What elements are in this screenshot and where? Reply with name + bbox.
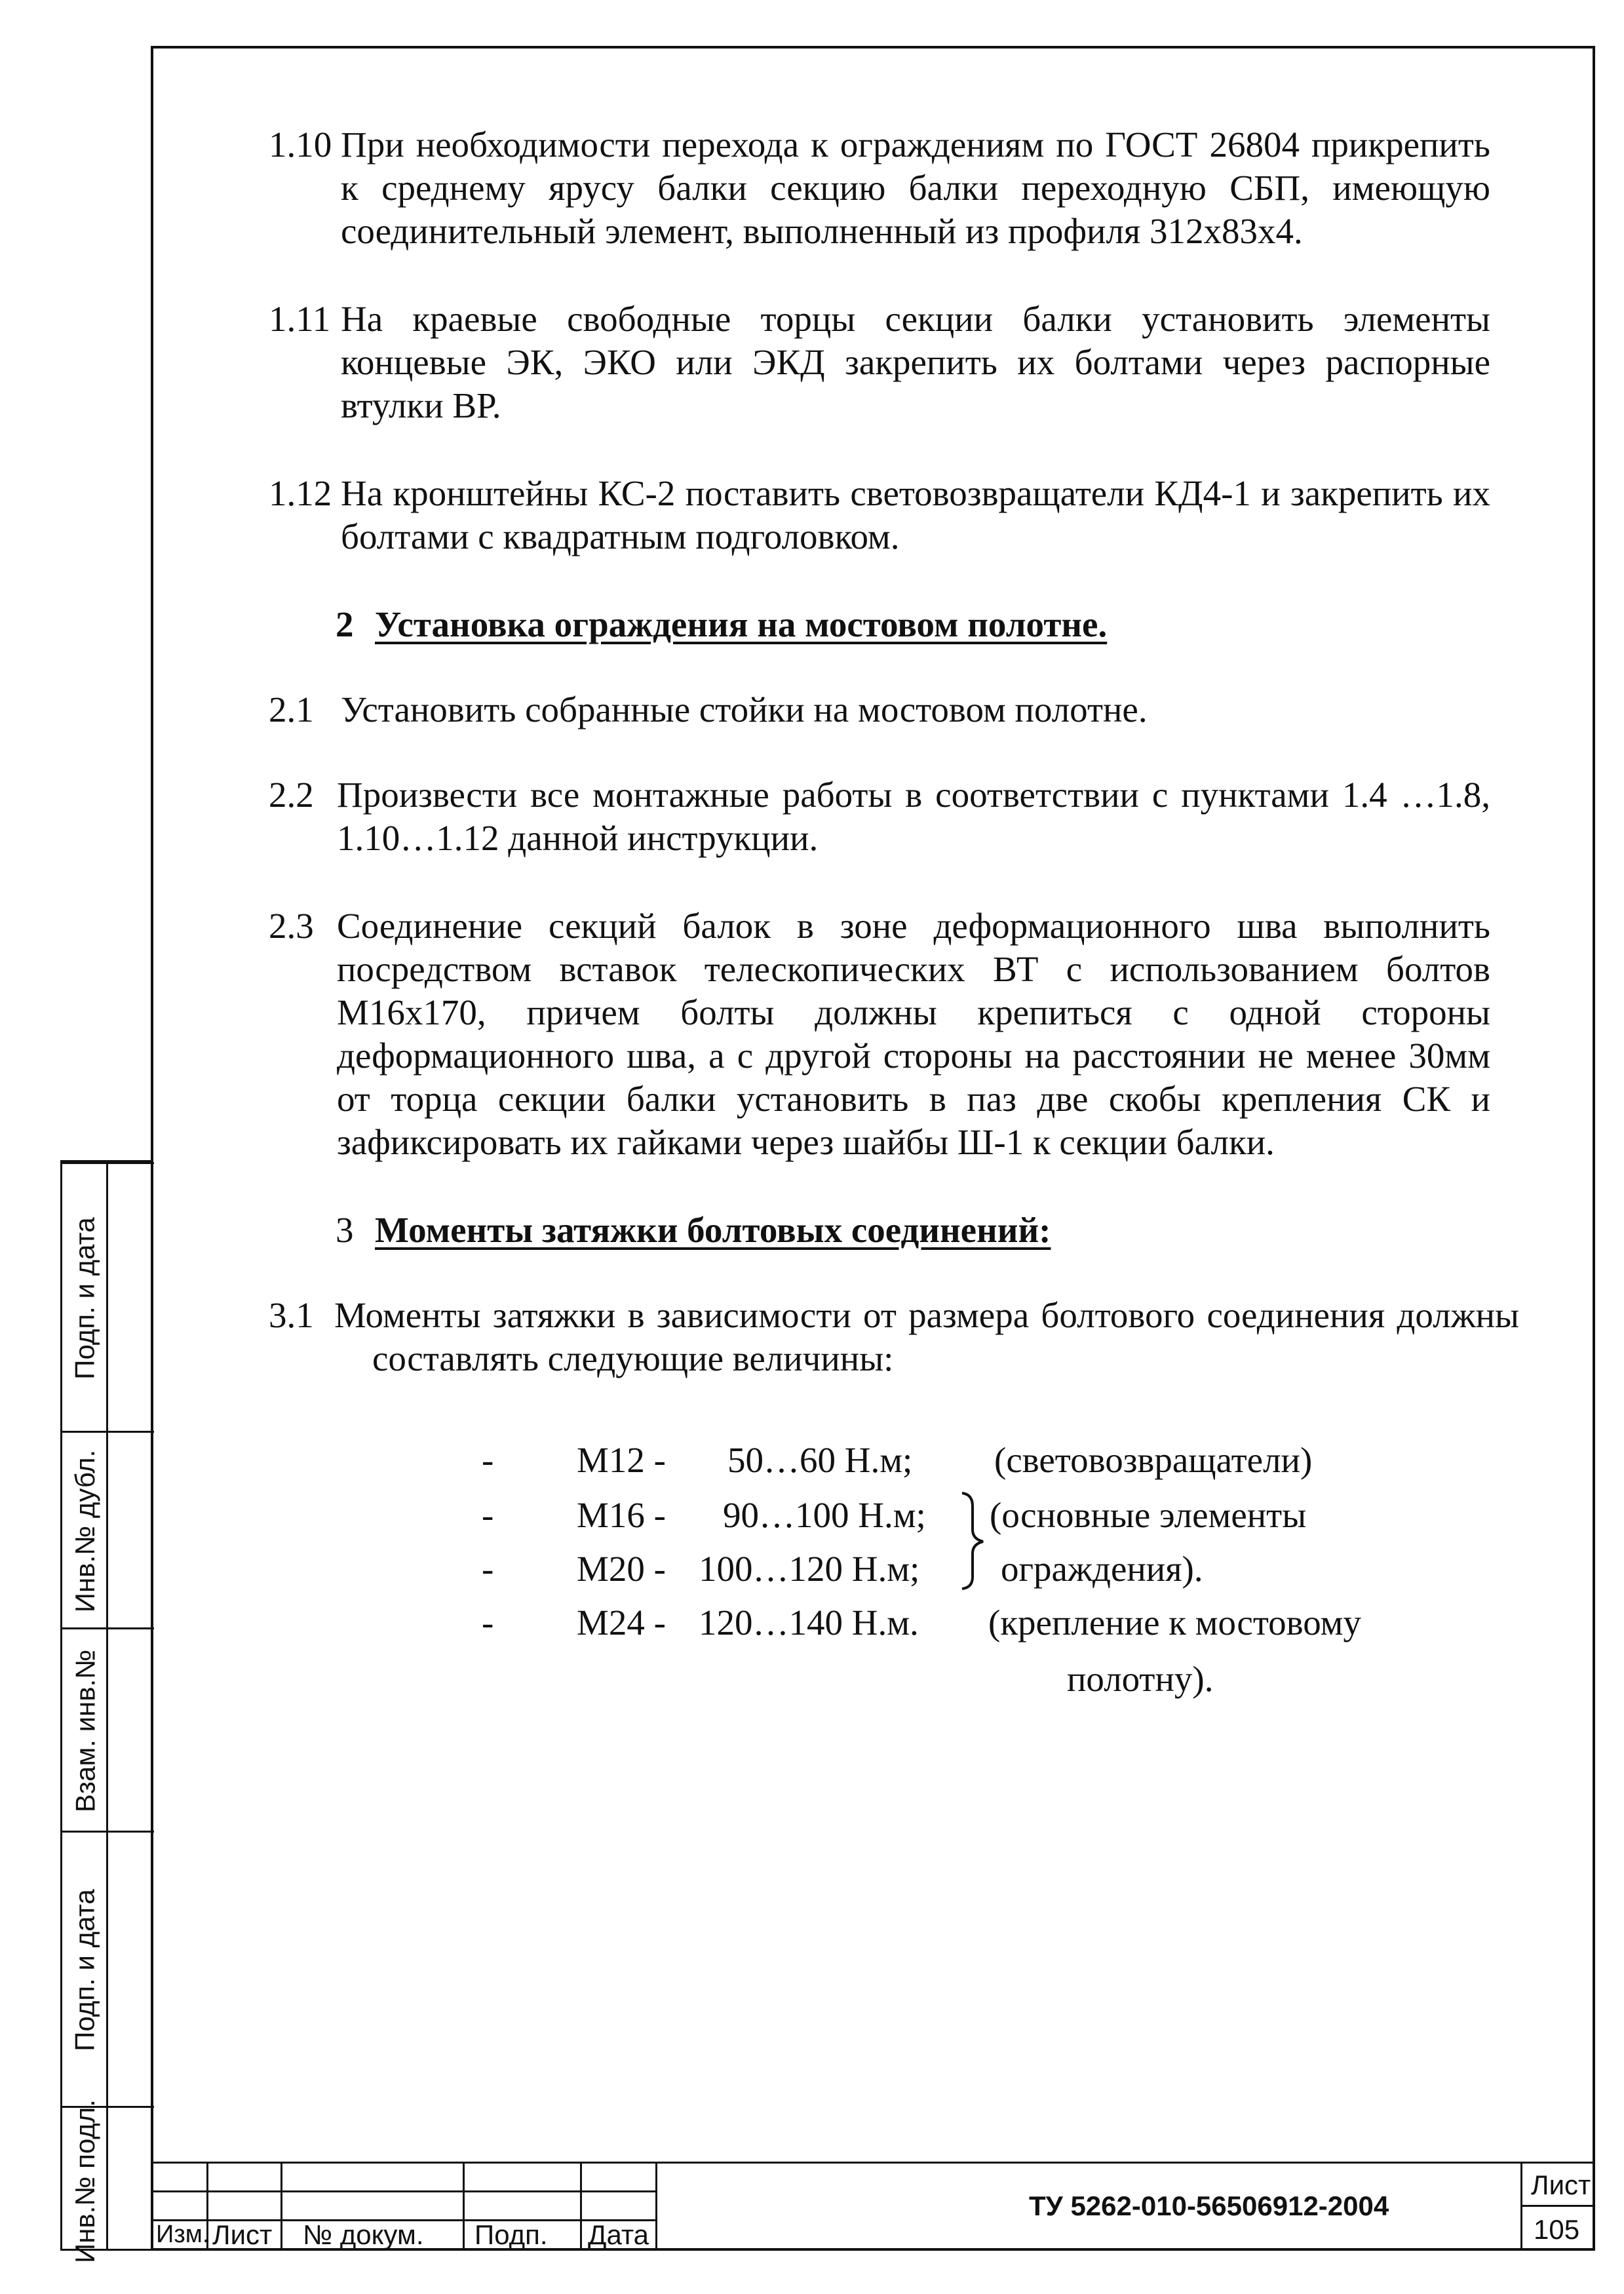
section-number: 3 xyxy=(336,1210,354,1250)
side-stamp-cell xyxy=(62,1431,154,1627)
side-stamp-label: Инв.№ подл. xyxy=(69,2099,101,2263)
torque-value: 100…120 Н.м; xyxy=(699,1549,920,1589)
side-stamp xyxy=(60,1160,152,2263)
paragraph-text: Соединение секций балок в зоне деформационного шва выполнить посредством вставок телескопических ВТ с использованием болтов М16х170, причем болты должны крепиться с одной стороны деформационного шва, а с другой стороны на расстоянии не менее 30мм от торца секции балки установить в паз две скобы крепления СК и зафиксировать их гайками через шайбы Ш-1 к секции балки. xyxy=(337,906,1490,1162)
torque-note-continuation xyxy=(0,1658,1624,1701)
divider xyxy=(280,2162,282,2251)
section-title: Моменты затяжки болтовых соединений: xyxy=(375,1210,1051,1250)
side-stamp-cell xyxy=(62,1831,154,2106)
paragraph-number: 2.3 xyxy=(269,906,314,946)
curly-brace-icon xyxy=(958,1489,988,1593)
paragraph-number: 2.2 xyxy=(269,775,314,815)
list-dash: - xyxy=(482,1603,494,1643)
torque-note: (крепление к мостовому xyxy=(988,1603,1361,1643)
paragraph-text: Произвести все монтажные работы в соответствии с пунктами 1.4 …1.8, 1.10…1.12 данной инструкции. xyxy=(337,775,1490,858)
torque-row xyxy=(0,1602,1624,1645)
bolt-size: М24 - xyxy=(577,1603,666,1643)
sheet-number: 105 xyxy=(1534,2214,1580,2245)
side-stamp-label: Подп. и дата xyxy=(69,1217,100,1380)
divider xyxy=(151,2162,1595,2164)
side-stamp-cell xyxy=(62,1627,154,1831)
paragraph-number: 1.11 xyxy=(269,299,331,339)
column-label-list: Лист xyxy=(212,2219,273,2250)
column-label-podp: Подп. xyxy=(474,2219,548,2250)
torque-note: полотну). xyxy=(1067,1659,1214,1699)
torque-row xyxy=(0,1494,1624,1538)
title-block xyxy=(151,2162,1595,2251)
divider xyxy=(580,2162,582,2251)
list-dash: - xyxy=(482,1549,494,1589)
side-stamp-cell xyxy=(62,1162,154,1431)
torque-row xyxy=(0,1548,1624,1591)
bolt-size: М16 - xyxy=(577,1495,666,1535)
side-stamp-label: Подп. и дата xyxy=(69,1889,100,2051)
paragraph-text: При необходимости перехода к ограждениям по ГОСТ 26804 прикрепить к среднему ярусу балки секцию балки переходную СБП, имеющую соединительный элемент, выполненный из профиля 312х83х4. xyxy=(341,125,1490,251)
side-stamp-label: Взам. инв.№ xyxy=(69,1649,101,1813)
paragraph-text: Установить собранные стойки на мостовом полотне. xyxy=(341,690,1148,729)
paragraph-text: Моменты затяжки в зависимости от размера болтового соединения должны составлять следующие величины: xyxy=(334,1295,1519,1378)
column-label-data: Дата xyxy=(588,2219,649,2250)
torque-note: (основные элементы xyxy=(990,1495,1307,1535)
paragraph-text: На кронштейны КС-2 поставить световозвращатели КД4-1 и закрепить их болтами с квадратным подголовком. xyxy=(341,473,1490,556)
paragraph-number: 1.12 xyxy=(269,473,332,513)
document-code: ТУ 5262-010-56506912-2004 xyxy=(1029,2190,1389,2221)
column-label-doc: № докум. xyxy=(303,2219,424,2250)
section-number: 2 xyxy=(336,604,354,644)
list-dash: - xyxy=(482,1440,494,1480)
side-stamp-label: Инв.№ дубл. xyxy=(69,1449,101,1613)
torque-value: 90…100 Н.м; xyxy=(723,1495,926,1535)
divider xyxy=(463,2162,465,2251)
divider xyxy=(1520,2205,1595,2207)
section-title: Установка ограждения на мостовом полотне. xyxy=(375,604,1108,644)
torque-note: (световозвращатели) xyxy=(994,1440,1313,1480)
column-label-izm: Изм. xyxy=(156,2221,210,2248)
side-stamp-cell xyxy=(62,2099,154,2263)
paragraph-number: 1.10 xyxy=(269,125,332,165)
paragraph-number: 3.1 xyxy=(269,1295,314,1335)
bolt-size: М12 - xyxy=(577,1440,666,1480)
bolt-size: М20 - xyxy=(577,1549,666,1589)
divider xyxy=(655,2162,657,2251)
torque-value: 50…60 Н.м; xyxy=(727,1440,913,1480)
list-dash: - xyxy=(482,1495,494,1535)
torque-value: 120…140 Н.м. xyxy=(699,1603,919,1643)
divider xyxy=(1520,2162,1522,2251)
paragraph-text: На краевые свободные торцы секции балки установить элементы концевые ЭК, ЭКО или ЭКД закрепить их болтами через распорные втулки ВР. xyxy=(341,299,1490,425)
paragraph-number: 2.1 xyxy=(269,690,314,729)
sheet-label: Лист xyxy=(1531,2169,1591,2200)
torque-row xyxy=(0,1439,1624,1483)
torque-note: ограждения). xyxy=(1001,1549,1203,1589)
